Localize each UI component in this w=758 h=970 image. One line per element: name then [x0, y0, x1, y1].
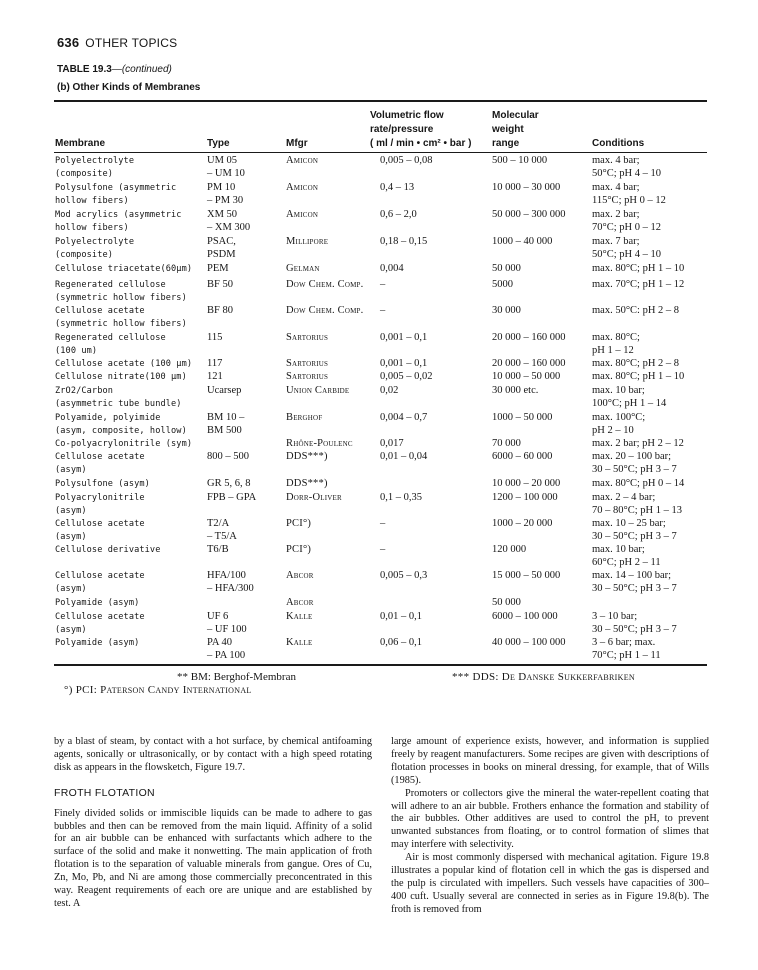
cell-mw: 1000 – 20 000	[492, 518, 553, 529]
cell-flow: 0,005 – 0,02	[380, 371, 433, 382]
cell-mw: 6000 – 60 000	[492, 451, 553, 462]
cell-conditions: max. 4 bar;	[592, 182, 640, 193]
left-paragraph-1: by a blast of steam, by contact with a hot surface, by chemical antifoaming agents, sonically or ultrasonically, or by contact with a high speed rotating disk as appears in the flowsketch, Figure 19.7.	[54, 736, 372, 773]
cell-type: – UM 10	[207, 168, 245, 179]
right-paragraph-2: Promoters or collectors give the mineral the water-repellent coating that will adhere to an air bubble. Frothers enhance the formation and stability of the air bubbles. Other additives are used to control the pH, to prevent unwanted substances from floating, or to control formation of slimes that may interfere with selectivity.	[391, 787, 709, 851]
cell-flow: –	[380, 279, 386, 290]
cell-mfgr: Dow Chem. Comp.	[286, 279, 364, 290]
cell-type: – T5/A	[207, 531, 237, 542]
cell-mw: 30 000 etc.	[492, 385, 539, 396]
cell-membrane: (asym)	[55, 584, 87, 594]
cell-membrane: Polyamide (asym)	[55, 598, 140, 608]
cell-mw: 15 000 – 50 000	[492, 570, 561, 581]
section-heading: FROTH FLOTATION	[54, 786, 155, 799]
cell-mw: 1200 – 100 000	[492, 492, 558, 503]
cell-mw: 10 000 – 20 000	[492, 478, 561, 489]
cell-membrane: ZrO2/Carbon	[55, 386, 114, 396]
cell-mw: 120 000	[492, 544, 527, 555]
cell-mw: 1000 – 50 000	[492, 412, 553, 423]
cell-membrane: Cellulose acetate	[55, 306, 145, 316]
cell-type: – UF 100	[207, 624, 247, 635]
cell-type: Ucarsep	[207, 385, 242, 396]
cell-conditions: max. 10 bar;	[592, 385, 645, 396]
cell-membrane: Cellulose acetate	[55, 452, 145, 462]
cell-conditions: 70 – 80°C; pH 1 – 13	[592, 505, 682, 516]
cell-mfgr: Abcor	[286, 597, 314, 608]
header-mfgr: Mfgr	[286, 138, 308, 149]
cell-type: PSAC,	[207, 236, 236, 247]
cell-membrane: Cellulose acetate (100 µm)	[55, 359, 193, 369]
cell-membrane: hollow fibers)	[55, 223, 129, 233]
cell-type: PA 40	[207, 637, 233, 648]
right-column	[391, 736, 709, 917]
cell-conditions: 100°C; pH 1 – 14	[592, 398, 667, 409]
cell-mfgr: DDS***)	[286, 451, 328, 462]
cell-flow: 0,001 – 0,1	[380, 332, 428, 343]
cell-conditions: 70°C; pH 1 – 11	[592, 650, 661, 661]
footnote-dds	[452, 671, 635, 683]
cell-conditions: max. 80°C;	[592, 332, 640, 343]
cell-type: T2/A	[207, 518, 230, 529]
cell-flow: –	[380, 518, 386, 529]
right-paragraph-1: large amount of experience exists, however, and information is supplied freely by reagent manufacturers. Some recipes are given with descriptions of flotation processes in books on mineral dressing, for example, that of Wills (1985).	[391, 736, 709, 786]
cell-type: BM 10 –	[207, 412, 245, 423]
cell-conditions: max. 100°C;	[592, 412, 646, 423]
cell-mfgr: PCI°)	[286, 518, 312, 529]
header-mw-line2: weight	[492, 124, 524, 135]
cell-mw: 40 000 – 100 000	[492, 637, 566, 648]
cell-conditions: max. 10 bar;	[592, 544, 645, 555]
cell-membrane: (composite)	[55, 169, 114, 179]
cell-type: 117	[207, 358, 223, 369]
cell-flow: 0,02	[380, 385, 399, 396]
cell-membrane: Cellulose triacetate(60µm)	[55, 264, 193, 274]
cell-type: PM 10	[207, 182, 236, 193]
cell-membrane: Cellulose acetate	[55, 519, 145, 529]
cell-membrane: Mod acrylics (asymmetric	[55, 210, 182, 220]
cell-membrane: (asym)	[55, 506, 87, 516]
header-mw-line1: Molecular	[492, 110, 539, 121]
cell-membrane: (asym, composite, hollow)	[55, 426, 187, 436]
cell-membrane: Cellulose nitrate(100 µm)	[55, 372, 187, 382]
cell-mw: 30 000	[492, 305, 521, 316]
cell-membrane: Cellulose acetate	[55, 612, 145, 622]
cell-conditions: max. 50°C: pH 2 – 8	[592, 305, 680, 316]
cell-type: – PM 30	[207, 195, 244, 206]
table-top-rule	[54, 100, 707, 102]
cell-conditions: max. 14 – 100 bar;	[592, 570, 672, 581]
table-subtitle: (b) Other Kinds of Membranes	[57, 82, 201, 93]
left-column	[54, 736, 372, 911]
footnote-dds-text: *** DDS: De Danske Sukkerfabriken	[452, 671, 635, 683]
table-number: TABLE 19.3	[57, 64, 112, 75]
cell-mfgr: Sartorius	[286, 358, 329, 369]
cell-mw: 500 – 10 000	[492, 155, 548, 166]
cell-flow: 0,017	[380, 438, 404, 449]
cell-conditions: max. 4 bar;	[592, 155, 640, 166]
cell-mfgr: Dorr-Oliver	[286, 492, 342, 503]
cell-mfgr: Amicon	[286, 155, 319, 166]
cell-conditions: pH 2 – 10	[592, 425, 634, 436]
cell-conditions: max. 80°C; pH 1 – 10	[592, 371, 685, 382]
cell-membrane: Polysulfone (asym)	[55, 479, 150, 489]
cell-conditions: max. 80°C; pH 2 – 8	[592, 358, 680, 369]
cell-type: T6/B	[207, 544, 229, 555]
cell-membrane: (composite)	[55, 250, 114, 260]
cell-mw: 50 000	[492, 597, 521, 608]
page-number: 636	[57, 35, 80, 50]
cell-flow: 0,06 – 0,1	[380, 637, 422, 648]
cell-type: BM 500	[207, 425, 242, 436]
cell-membrane: (symmetric hollow fibers)	[55, 319, 187, 329]
cell-conditions: 115°C; pH 0 – 12	[592, 195, 666, 206]
cell-conditions: 50°C; pH 4 – 10	[592, 168, 661, 179]
cell-mw: 5000	[492, 279, 513, 290]
right-paragraph-3: Air is most commonly dispersed with mechanical agitation. Figure 19.8 illustrates a popular kind of flotation cell in which the gas is dispersed and the pulp is circulated with impellers. Such vessels have capacities of 300–400 cuft. Usually several are connected in series as in Figure 19.8(b). The froth is removed from	[391, 852, 709, 915]
cell-type: – XM 300	[207, 222, 251, 233]
cell-type: BF 80	[207, 305, 233, 316]
cell-conditions: max. 7 bar;	[592, 236, 640, 247]
cell-conditions: max. 2 – 4 bar;	[592, 492, 656, 503]
cell-mw: 20 000 – 160 000	[492, 358, 566, 369]
cell-mfgr: Kalle	[286, 611, 313, 622]
cell-mw: 6000 – 100 000	[492, 611, 558, 622]
cell-conditions: pH 1 – 12	[592, 345, 634, 356]
header-type: Type	[207, 138, 230, 149]
cell-conditions: 60°C; pH 2 – 11	[592, 557, 661, 568]
cell-membrane: Polyelectrolyte	[55, 156, 135, 166]
running-head-section: OTHER TOPICS	[85, 36, 178, 50]
cell-mfgr: PCI°)	[286, 544, 312, 555]
cell-membrane: Polysulfone (asymmetric	[55, 183, 177, 193]
cell-type: XM 50	[207, 209, 238, 220]
cell-type: GR 5, 6, 8	[207, 478, 251, 489]
table-bottom-rule	[54, 664, 707, 666]
cell-type: 121	[207, 371, 223, 382]
cell-type: BF 50	[207, 279, 233, 290]
cell-mfgr: Millipore	[286, 236, 329, 247]
cell-membrane: Cellulose derivative	[55, 545, 161, 555]
header-mw-line3: range	[492, 138, 520, 149]
cell-membrane: Regenerated cellulose	[55, 333, 166, 343]
cell-type: – HFA/300	[207, 583, 254, 594]
cell-flow: 0,6 – 2,0	[380, 209, 417, 220]
cell-flow: 0,4 – 13	[380, 182, 415, 193]
cell-membrane: (100 um)	[55, 346, 98, 356]
cell-flow: 0,005 – 0,08	[380, 155, 433, 166]
cell-conditions: 3 – 6 bar; max.	[592, 637, 656, 648]
cell-mfgr: Sartorius	[286, 332, 329, 343]
cell-mfgr: Abcor	[286, 570, 314, 581]
header-flow-line1: Volumetric flow	[370, 110, 444, 121]
cell-membrane: (asym)	[55, 532, 87, 542]
cell-flow: 0,005 – 0,3	[380, 570, 428, 581]
cell-conditions: 30 – 50°C; pH 3 – 7	[592, 464, 677, 475]
cell-flow: 0,004	[380, 263, 404, 274]
cell-mfgr: Berghof	[286, 412, 323, 423]
cell-type: HFA/100	[207, 570, 246, 581]
cell-membrane: (asym)	[55, 465, 87, 475]
cell-mw: 10 000 – 30 000	[492, 182, 561, 193]
cell-mfgr: Union Carbide	[286, 385, 350, 396]
cell-flow: 0,004 – 0,7	[380, 412, 428, 423]
cell-conditions: max. 70°C; pH 1 – 12	[592, 279, 685, 290]
cell-mw: 1000 – 40 000	[492, 236, 553, 247]
header-conditions: Conditions	[592, 138, 645, 149]
cell-mfgr: Dow Chem. Comp.	[286, 305, 364, 316]
footnote-pci	[64, 684, 252, 696]
cell-mfgr: Amicon	[286, 209, 319, 220]
cell-membrane: (asymmetric tube bundle)	[55, 399, 182, 409]
cell-conditions: 30 – 50°C; pH 3 – 7	[592, 583, 677, 594]
cell-type: PSDM	[207, 249, 236, 260]
cell-conditions: 50°C; pH 4 – 10	[592, 249, 661, 260]
cell-mfgr: Amicon	[286, 182, 319, 193]
header-flow-line3: ( ml / min • cm² • bar )	[370, 138, 472, 149]
cell-mw: 20 000 – 160 000	[492, 332, 566, 343]
cell-conditions: 30 – 50°C; pH 3 – 7	[592, 624, 677, 635]
cell-mw: 50 000	[492, 263, 521, 274]
cell-mfgr: Sartorius	[286, 371, 329, 382]
cell-mw: 10 000 – 50 000	[492, 371, 561, 382]
cell-mfgr: DDS***)	[286, 478, 328, 489]
cell-membrane: Cellulose acetate	[55, 571, 145, 581]
cell-mw: 50 000 – 300 000	[492, 209, 566, 220]
table-header-rule	[54, 152, 707, 153]
cell-conditions: max. 10 – 25 bar;	[592, 518, 666, 529]
cell-membrane: Polyelectrolyte	[55, 237, 135, 247]
cell-flow: 0,01 – 0,04	[380, 451, 428, 462]
footnote-bm: ** BM: Berghof-Membran	[177, 671, 296, 683]
cell-type: – PA 100	[207, 650, 246, 661]
cell-conditions: max. 80°C; pH 0 – 14	[592, 478, 685, 489]
header-flow-line2: rate/pressure	[370, 124, 434, 135]
cell-type: PEM	[207, 263, 229, 274]
running-head	[57, 35, 177, 50]
cell-conditions: max. 2 bar; pH 2 – 12	[592, 438, 684, 449]
cell-membrane: Polyacrylonitrile	[55, 493, 145, 503]
cell-flow: –	[380, 544, 386, 555]
cell-flow: 0,1 – 0,35	[380, 492, 422, 503]
cell-membrane: Co-polyacrylonitrile (sym)	[55, 439, 193, 449]
header-membrane: Membrane	[55, 138, 106, 149]
cell-conditions: max. 80°C; pH 1 – 10	[592, 263, 685, 274]
cell-membrane: hollow fibers)	[55, 196, 129, 206]
cell-flow: 0,01 – 0,1	[380, 611, 422, 622]
cell-flow: –	[380, 305, 386, 316]
cell-membrane: (symmetric hollow fibers)	[55, 293, 187, 303]
cell-membrane: Polyamide, polyimide	[55, 413, 161, 423]
cell-mfgr: Rhône-Poulenc	[286, 438, 353, 449]
cell-mfgr: Gelman	[286, 263, 320, 274]
cell-type: 800 – 500	[207, 451, 249, 462]
cell-conditions: max. 20 – 100 bar;	[592, 451, 672, 462]
cell-type: UF 6	[207, 611, 229, 622]
cell-type: 115	[207, 332, 223, 343]
cell-type: FPB – GPA	[207, 492, 257, 503]
cell-conditions: 30 – 50°C; pH 3 – 7	[592, 531, 677, 542]
footnote-pci-text: °) PCI: Paterson Candy International	[64, 684, 252, 696]
cell-conditions: 70°C; pH 0 – 12	[592, 222, 661, 233]
left-paragraph-2: Finely divided solids or immiscible liquids can be made to adhere to gas bubbles and then can be removed from the main liquid. Affinity of a solid for an air bubble can be enhanced with surfactants which adhere to the surface of the solid and make it nonwetting. The main application of froth flotation is to the separation of valuable minerals from gangue. Ores of Cu, Zn, Mo, Pb, and Ni are among those commercially preconcentrated in this way. Reagent requirements of each ore are unique and are established by test. A	[54, 807, 372, 909]
table-caption	[57, 64, 172, 75]
cell-conditions: max. 2 bar;	[592, 209, 640, 220]
cell-mw: 70 000	[492, 438, 521, 449]
cell-membrane: Polyamide (asym)	[55, 638, 140, 648]
cell-type: UM 05	[207, 155, 238, 166]
cell-flow: 0,001 – 0,1	[380, 358, 428, 369]
cell-mfgr: Kalle	[286, 637, 313, 648]
cell-conditions: 3 – 10 bar;	[592, 611, 638, 622]
cell-membrane: Regenerated cellulose	[55, 280, 166, 290]
cell-membrane: (asym)	[55, 625, 87, 635]
cell-flow: 0,18 – 0,15	[380, 236, 428, 247]
table-continued: —(continued)	[111, 64, 172, 75]
